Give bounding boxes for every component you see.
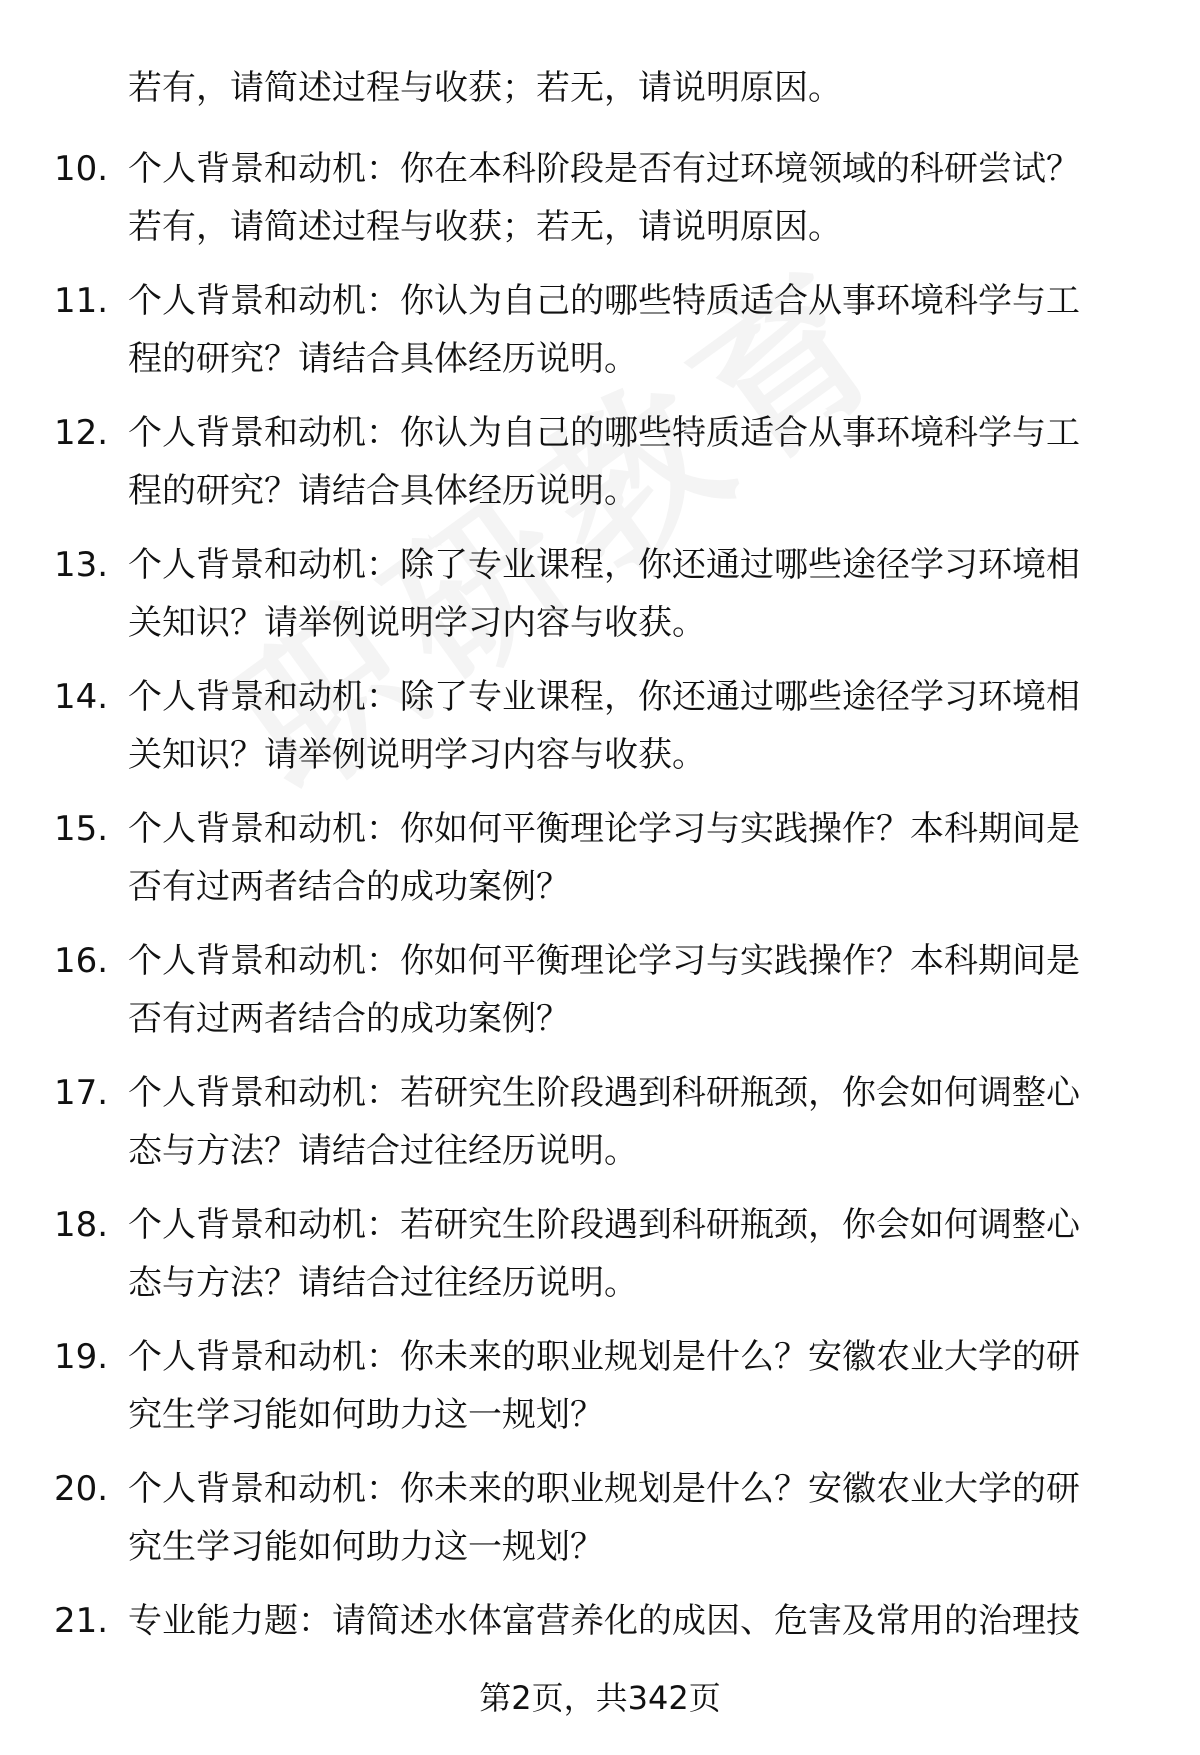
question-line-1: 个人背景和动机：你认为自己的哪些特质适合从事环境科学与工 — [128, 413, 1080, 453]
question-line-2: 关知识？请举例说明学习内容与收获。 — [128, 603, 706, 643]
question-line-1: 个人背景和动机：你如何平衡理论学习与实践操作？本科期间是 — [128, 809, 1080, 849]
question-line-1: 个人背景和动机：除了专业课程，你还通过哪些途径学习环境相 — [128, 677, 1080, 717]
question-text — [128, 1196, 1148, 1312]
question-number: 20. — [54, 1469, 109, 1509]
question-number: 19. — [54, 1337, 109, 1377]
question-number: 13. — [54, 545, 109, 585]
question-line-2: 关知识？请举例说明学习内容与收获。 — [128, 735, 706, 775]
question-item — [0, 272, 1200, 404]
page-footer: 第2页，共342页 — [479, 1679, 721, 1717]
question-number: 15. — [54, 809, 109, 849]
question-line-2: 态与方法？请结合过往经历说明。 — [128, 1131, 638, 1171]
question-line-2: 否有过两者结合的成功案例？ — [128, 867, 570, 907]
question-line-2: 究生学习能如何助力这一规划？ — [128, 1527, 604, 1567]
question-line-1: 个人背景和动机：你未来的职业规划是什么？安徽农业大学的研 — [128, 1469, 1080, 1509]
question-text — [128, 932, 1148, 1048]
question-line-2: 否有过两者结合的成功案例？ — [128, 999, 570, 1039]
question-number: 17. — [54, 1073, 109, 1113]
question-number: 14. — [54, 677, 109, 717]
question-line-2: 程的研究？请结合具体经历说明。 — [128, 471, 638, 511]
question-text — [128, 668, 1148, 784]
question-item — [0, 800, 1200, 932]
question-number: 12. — [54, 413, 109, 453]
question-item — [0, 932, 1200, 1064]
question-text — [128, 1460, 1148, 1576]
question-item — [0, 1196, 1200, 1328]
question-item — [0, 1328, 1200, 1460]
question-line-1: 专业能力题：请简述水体富营养化的成因、危害及常用的治理技 — [128, 1601, 1080, 1641]
question-number: 16. — [54, 941, 109, 981]
question-text — [128, 404, 1148, 520]
question-list — [0, 140, 1200, 1724]
question-line-1: 个人背景和动机：你在本科阶段是否有过环境领域的科研尝试？ — [128, 149, 1080, 189]
question-item — [0, 404, 1200, 536]
question-number: 11. — [54, 281, 109, 321]
question-text — [128, 1592, 1148, 1650]
question-line-1: 个人背景和动机：除了专业课程，你还通过哪些途径学习环境相 — [128, 545, 1080, 585]
question-item — [0, 668, 1200, 800]
question-text — [128, 800, 1148, 916]
question-item — [0, 140, 1200, 272]
question-line-1: 个人背景和动机：你如何平衡理论学习与实践操作？本科期间是 — [128, 941, 1080, 981]
question-line-2: 态与方法？请结合过往经历说明。 — [128, 1263, 638, 1303]
question-number: 21. — [54, 1601, 109, 1641]
question-item — [0, 536, 1200, 668]
question-line-1: 个人背景和动机：你认为自己的哪些特质适合从事环境科学与工 — [128, 281, 1080, 321]
question-number: 10. — [54, 149, 109, 189]
question-line-2: 程的研究？请结合具体经历说明。 — [128, 339, 638, 379]
question-line-1: 个人背景和动机：你未来的职业规划是什么？安徽农业大学的研 — [128, 1337, 1080, 1377]
question-item — [0, 1460, 1200, 1592]
intro-continuation: 若有，请简述过程与收获；若无，请说明原因。 — [128, 68, 842, 108]
question-number: 18. — [54, 1205, 109, 1245]
question-text — [128, 272, 1148, 388]
question-text — [128, 1064, 1148, 1180]
question-line-1: 个人背景和动机：若研究生阶段遇到科研瓶颈，你会如何调整心 — [128, 1073, 1080, 1113]
question-text — [128, 1328, 1148, 1444]
question-item — [0, 1064, 1200, 1196]
question-text — [128, 536, 1148, 652]
question-line-2: 究生学习能如何助力这一规划？ — [128, 1395, 604, 1435]
question-line-1: 个人背景和动机：若研究生阶段遇到科研瓶颈，你会如何调整心 — [128, 1205, 1080, 1245]
question-text — [128, 140, 1148, 256]
question-line-2: 若有，请简述过程与收获；若无，请说明原因。 — [128, 207, 842, 247]
